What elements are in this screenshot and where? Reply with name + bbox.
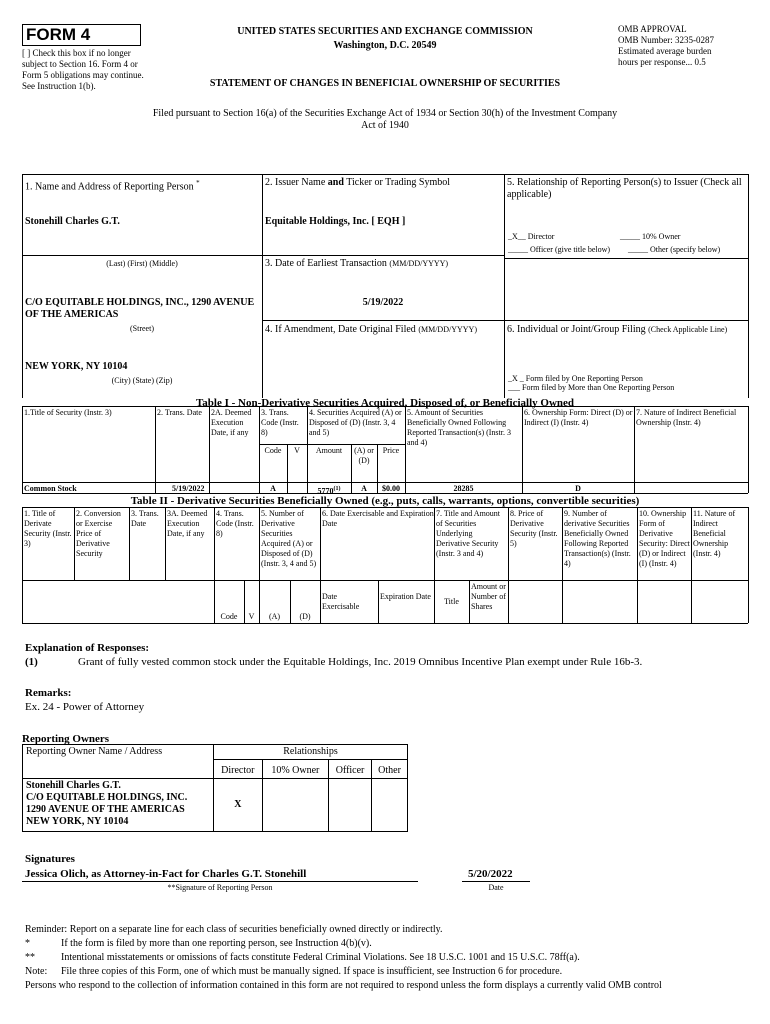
statement-title: STATEMENT OF CHANGES IN BENEFICIAL OWNERSHIP OF SECURITIES xyxy=(209,78,561,89)
t1-col-securities: 4. Securities Acquired (A) or Disposed of (D) (Instr. 3, 4 and 5) xyxy=(309,408,402,437)
date-caption: Date xyxy=(488,883,504,892)
section16-check-note: [ ] Check this box if no longer subject to Section 16. Form 4 or Form 5 obligations may continue. See Instruction 1(b). xyxy=(22,48,144,91)
note2-text: Intentional misstatements or omissions of facts constitute Federal Criminal Violations. See 18 U.S.C. 1001 and 15 U.S.C. 78ff(a). xyxy=(61,952,580,963)
reporting-person-street: C/O EQUITABLE HOLDINGS, INC., 1290 AVENUE OF THE AMERICAS xyxy=(25,297,255,320)
t2-col-deemed: 3A. Deemed Execution Date, if any xyxy=(167,509,208,538)
t2-col-code: 4. Trans. Code (Instr. 8) xyxy=(216,509,254,538)
ro-officer-cell xyxy=(329,779,372,832)
reporting-owners-table xyxy=(22,744,408,832)
t1-col-date: 2. Trans. Date xyxy=(157,408,202,417)
note3-text: File three copies of this Form, one of which must be manually signed. If space is insufficient, see Instruction 6 for procedure. xyxy=(61,966,563,977)
t2-sub-date-exercisable: Date Exercisable xyxy=(322,592,360,611)
reporting-person-name: Stonehill Charles G.T. xyxy=(25,216,120,227)
table2-title: Table II - Derivative Securities Beneficially Owned (e.g., puts, calls, warrants, options, convertible securities) xyxy=(130,495,640,507)
signature-caption: **Signature of Reporting Person xyxy=(167,883,273,892)
other-checkbox: _____ Other (specify below) xyxy=(628,245,721,254)
note2-mark: ** xyxy=(25,952,35,963)
director-checkbox: _X__ Director xyxy=(508,232,555,241)
ro-col-officer: Officer xyxy=(329,760,372,779)
multi-person-filing: ___ Form filed by More than One Reporting Person xyxy=(508,383,675,392)
t1-col-nature: 7. Nature of Indirect Beneficial Ownership (Instr. 4) xyxy=(636,408,737,427)
agency-name: UNITED STATES SECURITIES AND EXCHANGE COMMISSION xyxy=(237,26,533,37)
note1-mark: * xyxy=(25,938,30,949)
t2-sub-v: V xyxy=(248,612,255,621)
ro-owner-address: Stonehill Charles G.T. C/O EQUITABLE HOLDINGS, INC. 1290 AVENUE OF THE AMERICAS NEW YORK, NY 10104 xyxy=(23,779,214,832)
ro-col-relationships: Relationships xyxy=(214,745,408,760)
t2-col-price: 8. Price of Derivative Security (Instr. 5) xyxy=(510,509,558,548)
street-caption: (Street) xyxy=(130,324,154,333)
signature-date: 5/20/2022 xyxy=(468,868,513,880)
ten-percent-owner-checkbox: _____ 10% Owner xyxy=(620,232,681,241)
t1-row-date: 5/19/2022 xyxy=(172,484,205,493)
omb-approval-label: OMB APPROVAL xyxy=(618,24,687,34)
t1-row-form: D xyxy=(575,484,581,493)
t1-col-code: 3. Trans. Code (Instr. 8) xyxy=(261,408,299,437)
t2-col-underlying: 7. Title and Amount of Securities Underlying Derivative Security (Instr. 3 and 4) xyxy=(436,509,501,558)
form-title: FORM 4 xyxy=(22,24,141,46)
t1-sub-v: V xyxy=(294,446,300,455)
signatures-heading: Signatures xyxy=(25,853,75,865)
t1-sub-code: Code xyxy=(264,446,282,455)
table1-title: Table I - Non-Derivative Securities Acquired, Disposed of, or Beneficially Owned xyxy=(195,397,575,409)
t1-col-ownership-form: 6. Ownership Form: Direct (D) or Indirect (I) (Instr. 4) xyxy=(524,408,633,427)
box6-label: 6. Individual or Joint/Group Filing (Check Applicable Line) xyxy=(507,324,728,335)
omb-approval-box xyxy=(618,24,758,68)
t2-col-ownership-form: 10. Ownership Form of Derivative Security: Direct (D) or Indirect (I) (Instr. 4) xyxy=(639,509,690,568)
t1-col-title: 1.Title of Security (Instr. 3) xyxy=(24,408,112,417)
t1-col-amount-owned: 5. Amount of Securities Beneficially Owned Following Reported Transaction(s) (Instr. 3 and 4) xyxy=(407,408,511,447)
t2-sub-expiration: Expiration Date xyxy=(380,592,431,601)
omb-burden-line1: Estimated average burden xyxy=(618,46,712,56)
t2-col-conversion: 2. Conversion or Exercise Price of Derivative Security xyxy=(76,509,121,558)
ro-col-owner10: 10% Owner xyxy=(262,760,328,779)
t1-row-amount: 5770$^{(1)}$ xyxy=(317,486,341,496)
omb-burden-line2: hours per response... 0.5 xyxy=(618,57,706,67)
omb-number: OMB Number: 3235-0287 xyxy=(618,35,714,45)
t2-sub-d: (D) xyxy=(299,612,311,621)
t1-sub-amount: Amount xyxy=(315,446,343,455)
reminder-text: Reminder: Report on a separate line for each class of securities beneficially owned directly or indirectly. xyxy=(25,924,443,935)
t2-col-number: 5. Number of Derivative Securities Acquired (A) or Disposed of (D) (Instr. 3, 4 and 5) xyxy=(261,509,317,568)
ro-col-other: Other xyxy=(372,760,408,779)
t2-col-title: 1. Title of Derivate Security (Instr. 3) xyxy=(24,509,72,548)
explanation-heading: Explanation of Responses: xyxy=(25,642,150,654)
explanation-text: Grant of fully vested common stock under the Equitable Holdings, Inc. 2019 Omnibus Incentive Plan exempt under Rule 16b-3. xyxy=(78,656,643,668)
t2-col-nature: 11. Nature of Indirect Beneficial Ownership (Instr. 4) xyxy=(693,509,736,558)
agency-location: Washington, D.C. 20549 xyxy=(333,40,437,51)
city-caption: (City) (State) (Zip) xyxy=(111,376,173,385)
t1-row-owned: 28285 xyxy=(453,484,474,493)
issuer-name: Equitable Holdings, Inc. [ EQH ] xyxy=(265,216,406,227)
omb-notice: Persons who respond to the collection of information contained in this form are not required to respond unless the form displays a currently valid OMB control xyxy=(25,980,662,991)
box1-label: 1. Name and Address of Reporting Person * xyxy=(25,179,200,193)
ro-col-director: Director xyxy=(214,760,263,779)
t1-sub-price: Price xyxy=(382,446,400,455)
remarks-text: Ex. 24 - Power of Attorney xyxy=(25,701,145,713)
t1-sub-a-or-d: (A) or (D) xyxy=(354,446,374,465)
t2-col-exercisable: 6. Date Exercisable and Expiration Date xyxy=(322,509,434,528)
t2-col-owned: 9. Number of derivative Securities Beneficially Owned Following Reported Transaction(s) (Instr. 4) xyxy=(564,509,631,568)
note1-text: If the form is filed by more than one reporting person, see Instruction 4(b)(v). xyxy=(61,938,372,949)
t2-sub-amount-shares: Amount or Number of Shares xyxy=(471,582,506,611)
filed-pursuant: Filed pursuant to Section 16(a) of the Securities Exchange Act of 1934 or Section 30(h) of the Investment Company Act of 1940 xyxy=(152,108,618,131)
earliest-transaction-date: 5/19/2022 xyxy=(362,297,404,308)
reporting-person-city: NEW YORK, NY 10104 xyxy=(25,361,128,372)
signer-name: Jessica Olich, as Attorney-in-Fact for Charles G.T. Stonehill xyxy=(25,868,307,880)
box4-label: 4. If Amendment, Date Original Filed (MM/DD/YYYY) xyxy=(265,324,477,335)
t1-row-code: A xyxy=(270,484,276,493)
reporting-owners-heading: Reporting Owners xyxy=(22,733,110,745)
t2-col-date: 3. Trans. Date xyxy=(131,509,159,528)
ro-other-cell xyxy=(372,779,408,832)
box2-label: 2. Issuer Name and Ticker or Trading Symbol xyxy=(265,177,451,188)
name-caption: (Last) (First) (Middle) xyxy=(106,259,178,268)
box3-label: 3. Date of Earliest Transaction (MM/DD/YYYY) xyxy=(265,258,449,269)
t1-row-price: $0.00 xyxy=(382,484,400,493)
t1-col-deemed: 2A. Deemed Execution Date, if any xyxy=(211,408,252,437)
box5-label: 5. Relationship of Reporting Person(s) to Issuer (Check all applicable) xyxy=(507,177,742,200)
t1-row-a-or-d: A xyxy=(361,484,367,493)
t2-sub-a: (A) xyxy=(268,612,281,621)
ro-col-name: Reporting Owner Name / Address xyxy=(23,745,214,779)
t2-sub-code: Code xyxy=(220,612,238,621)
note3-mark: Note: xyxy=(25,966,48,977)
one-person-filing: _X _ Form filed by One Reporting Person xyxy=(508,374,643,383)
ro-director-mark: X xyxy=(214,779,263,832)
t1-row-title: Common Stock xyxy=(24,484,77,493)
t2-sub-title: Title xyxy=(444,597,459,606)
officer-checkbox: _____ Officer (give title below) xyxy=(508,245,611,254)
remarks-heading: Remarks: xyxy=(25,687,72,699)
explanation-number: (1) xyxy=(25,656,38,668)
ro-owner10-cell xyxy=(262,779,328,832)
